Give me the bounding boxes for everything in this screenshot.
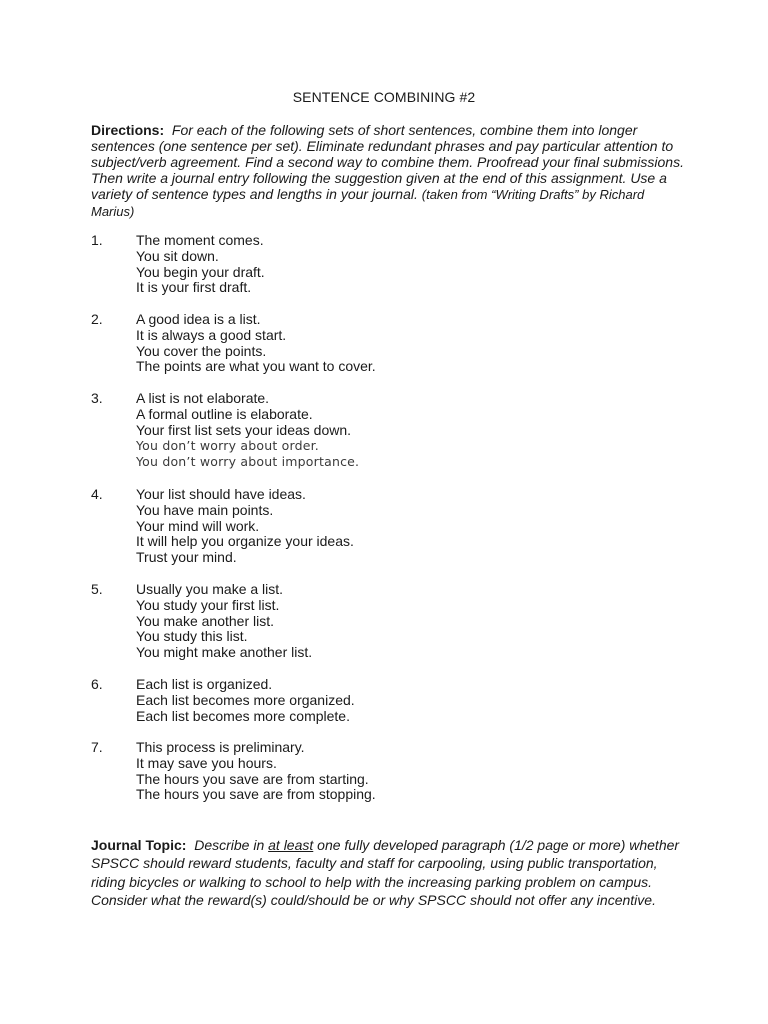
journal-topic-paragraph <box>91 836 691 910</box>
item-number: 4. <box>91 486 103 502</box>
sentence: Each list is organized. <box>136 676 273 692</box>
item-sentences <box>136 391 676 470</box>
sentence: The moment comes. <box>136 232 264 248</box>
item-sentences <box>136 487 676 566</box>
sentence: It will help you organize your ideas. <box>136 533 354 550</box>
journal-text-after: one fully developed paragraph (1/2 page or more) whether SPSCC should reward students, faculty and staff for carpooling, using public transportation, riding bicycles or walking to school to help with the increasing parking problem on campus. Consider what the reward(s) could/should be or why SPSCC should not offer any incentive. <box>91 837 680 909</box>
item-number: 3. <box>91 390 103 406</box>
sentence: You don’t worry about importance. <box>136 454 360 470</box>
sentence: Each list becomes more organized. <box>136 691 355 708</box>
item-number: 6. <box>91 676 103 692</box>
item-number: 2. <box>91 311 103 327</box>
item-sentences <box>136 233 676 296</box>
item-sentences <box>136 582 676 661</box>
sentence: You have main points. <box>136 501 274 518</box>
journal-topic-label: Journal Topic: <box>91 837 187 853</box>
sentence: You study this list. <box>136 628 248 645</box>
sentence: You don’t worry about order. <box>136 438 319 454</box>
sentence: Trust your mind. <box>136 549 237 566</box>
sentence: You begin your draft. <box>136 263 265 280</box>
sentence: You might make another list. <box>136 644 313 661</box>
item-sentences <box>136 677 676 724</box>
sentence: A list is not elaborate. <box>136 390 270 406</box>
sentence: The points are what you want to cover. <box>136 358 376 375</box>
sentence: Your list should have ideas. <box>136 486 306 502</box>
sentence: A good idea is a list. <box>136 311 261 327</box>
sentence: Your first list sets your ideas down. <box>136 421 352 438</box>
sentence: You study your first list. <box>136 596 280 613</box>
sentence: Usually you make a list. <box>136 581 284 597</box>
sentence: Each list becomes more complete. <box>136 707 350 724</box>
sentence: You make another list. <box>136 612 275 629</box>
sentence: It is your first draft. <box>136 279 252 296</box>
sentence: It may save you hours. <box>136 754 277 771</box>
directions-label: Directions: <box>91 122 165 138</box>
item-number: 5. <box>91 581 103 597</box>
sentence: A formal outline is elaborate. <box>136 405 313 422</box>
sentence: The hours you save are from stopping. <box>136 786 376 803</box>
item-number: 7. <box>91 739 103 755</box>
item-sentences <box>136 312 676 375</box>
sentence: This process is preliminary. <box>136 739 305 755</box>
journal-text-before: Describe in <box>194 837 265 853</box>
sentence: The hours you save are from starting. <box>136 770 369 787</box>
directions-paragraph <box>91 122 691 220</box>
directions-source: (taken from “Writing Drafts” by Richard Marius) <box>91 187 645 219</box>
item-number: 1. <box>91 232 103 248</box>
page-title: SENTENCE COMBINING #2 <box>292 89 476 105</box>
sentence: It is always a good start. <box>136 326 287 343</box>
sentence: You cover the points. <box>136 342 267 359</box>
sentence: Your mind will work. <box>136 517 260 534</box>
item-sentences <box>136 740 676 803</box>
directions-text: For each of the following sets of short sentences, combine them into longer sentences (one sentence per set). Eliminate redundant phrases and pay particular attention to subject/verb agreement. Find a second way to combine them. Proofread your final submissions. Then write a journal entry following the suggestion given at the end of this assignment. Use a variety of sentence types and lengths in your journal. <box>91 122 684 202</box>
sentence: You sit down. <box>136 247 219 264</box>
journal-underlined-emphasis: at least <box>268 837 314 853</box>
